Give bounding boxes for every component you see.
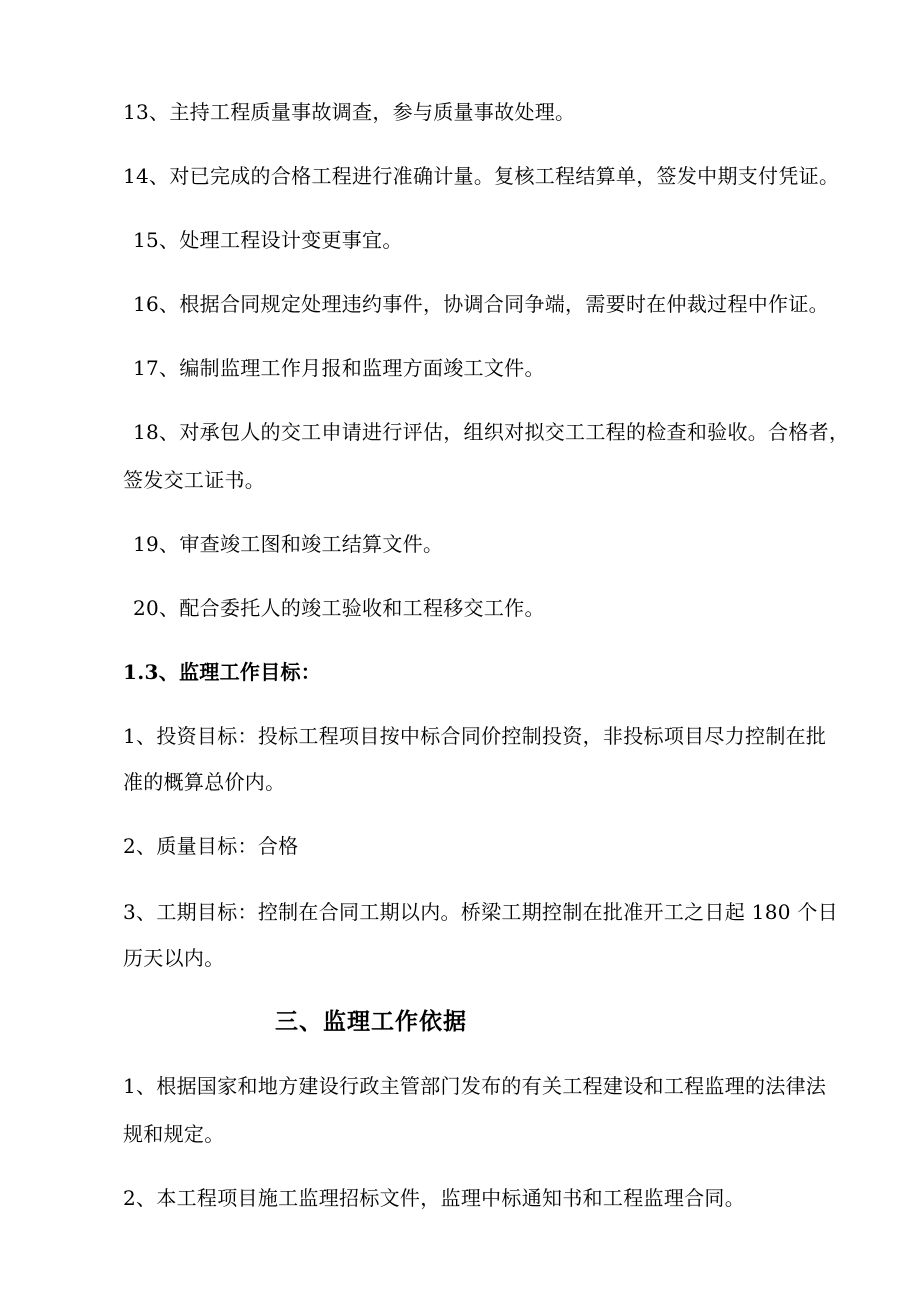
goal-investment-line2: 准的概算总价内。 [123,770,286,794]
goal-quality: 2、质量目标：合格 [123,834,299,858]
duty-item-18-line2: 签发交工证书。 [123,468,266,492]
goal-schedule-line1: 3、工期目标：控制在合同工期以内。桥梁工期控制在批准开工之日起 180 个日 [123,900,839,924]
duty-item-14: 14、对已完成的合格工程进行准确计量。复核工程结算单，签发中期支付凭证。 [123,164,840,188]
section-heading-1-3: 1.3、监理工作目标： [123,660,322,684]
basis-item-1-line2: 规和规定。 [123,1122,225,1146]
duty-item-15: 15、处理工程设计变更事宜。 [133,228,403,252]
duty-item-19: 19、审查竣工图和竣工结算文件。 [133,532,444,556]
basis-item-1-line1: 1、根据国家和地方建设行政主管部门发布的有关工程建设和工程监理的法律法 [123,1074,827,1098]
duty-item-20: 20、配合委托人的竣工验收和工程移交工作。 [133,596,545,620]
duty-item-16: 16、根据合同规定处理违约事件，协调合同争端，需要时在仲裁过程中作证。 [133,292,829,316]
duty-item-17: 17、编制监理工作月报和监理方面竣工文件。 [133,356,545,380]
duty-item-13: 13、主持工程质量事故调查，参与质量事故处理。 [123,100,576,124]
duty-item-18-line1: 18、对承包人的交工申请进行评估，组织对拟交工工程的检查和验收。合格者， [133,420,850,444]
goal-schedule-line2: 历天以内。 [123,946,225,970]
basis-item-2: 2、本工程项目施工监理招标文件，监理中标通知书和工程监理合同。 [123,1186,746,1210]
goal-investment-line1: 1、投资目标：投标工程项目按中标合同价控制投资，非投标项目尽力控制在批 [123,724,827,748]
chapter-heading-basis: 三、监理工作依据 [275,1008,467,1035]
